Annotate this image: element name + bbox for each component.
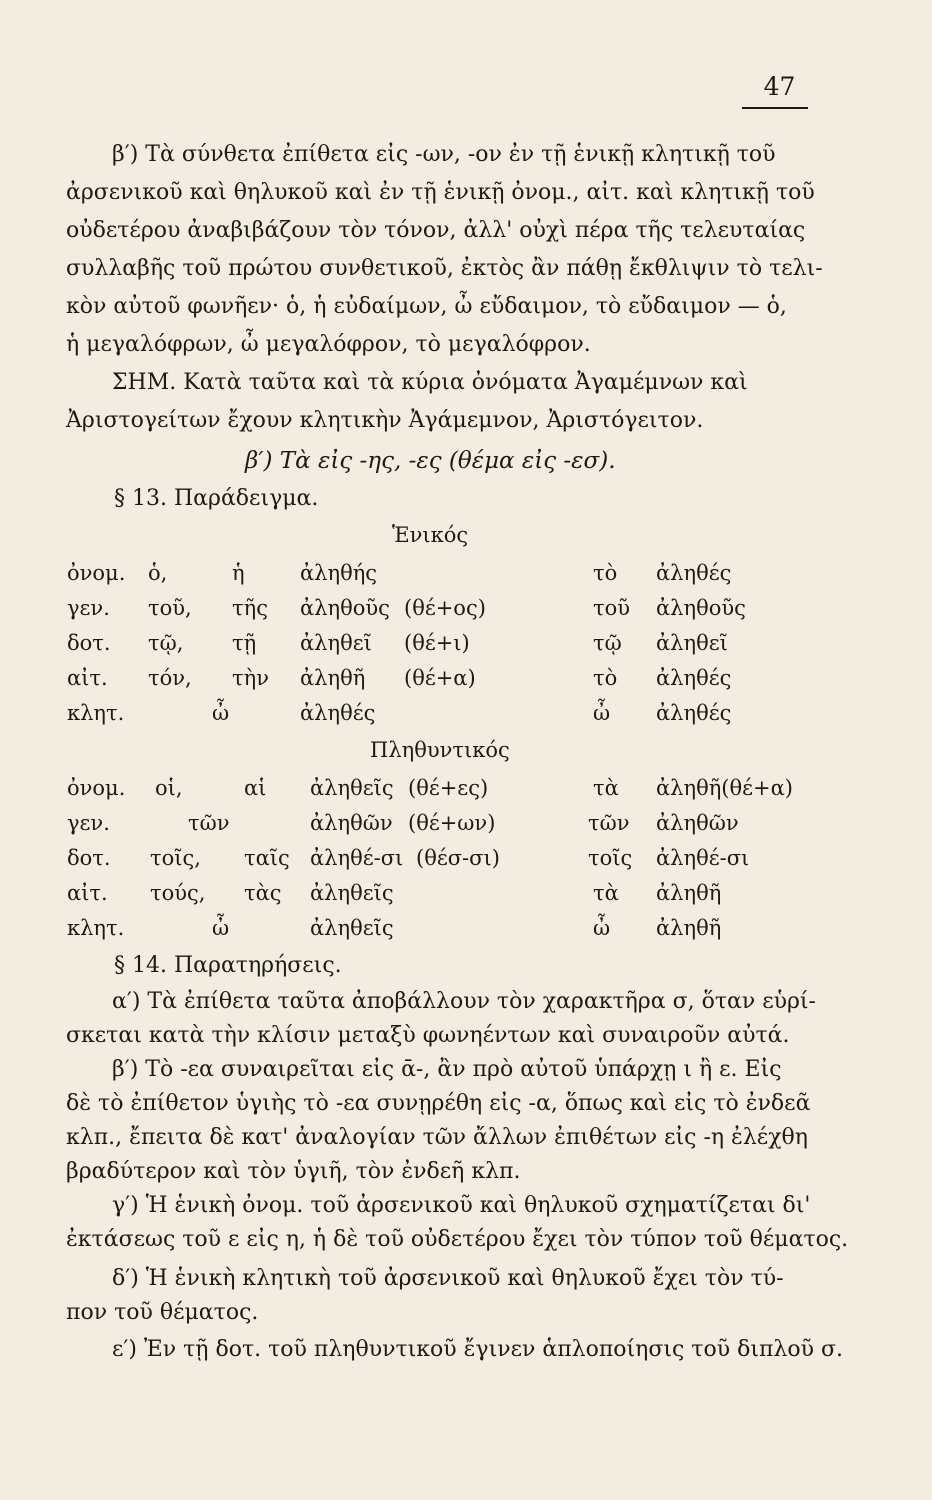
neuter-form: ἀληθοῦς	[656, 596, 746, 620]
article-masc: οἱ,	[155, 776, 183, 800]
paragraph-line: δ′) Ἡ ἑνικὴ κλητικὴ τοῦ ἀρσενικοῦ καὶ θηλυκοῦ ἔχει τὸν τύ-	[112, 1266, 784, 1291]
subheading: β′) Τὰ εἰς -ης, -ες (θέμα εἰς -εσ).	[245, 448, 616, 474]
adjective-form: ἀληθῆ	[300, 666, 366, 690]
neuter-form: ἀληθῆ	[656, 881, 722, 905]
article-masc: τοῖς,	[150, 846, 201, 870]
paragraph-line: γ′) Ἡ ἑνικὴ ὀνομ. τοῦ ἀρσενικοῦ καὶ θηλυκοῦ σχηματίζεται δι'	[112, 1193, 811, 1218]
adjective-form: ἀληθεῖς	[310, 881, 394, 905]
article-fem: τῆς	[232, 596, 268, 620]
adjective-form: ἀληθοῦς	[300, 596, 390, 620]
adjective-form: ἀληθεῖς	[310, 776, 394, 800]
paragraph-line: β′) Τὸ -εα συναιρεῖται εἰς ᾱ-, ἂν πρὸ αὐτοῦ ὑπάρχῃ ι ἢ ε. Εἰς	[112, 1057, 782, 1082]
paragraph-line: ἡ μεγαλόφρων, ὦ μεγαλόφρον, τὸ μεγαλόφρον.	[66, 332, 591, 357]
case-label: ὀνομ.	[67, 776, 126, 800]
adjective-form: ἀληθεῖς	[310, 916, 394, 940]
article-masc: ὁ,	[148, 561, 168, 585]
article-neut: τὸ	[593, 666, 618, 690]
singular-label: Ἑνικός	[392, 523, 469, 547]
neuter-form: ἀληθῶν	[656, 811, 739, 835]
neuter-form: ἀληθές	[656, 666, 732, 690]
article-neut: τῷ	[593, 631, 622, 655]
paragraph-line: α′) Τὰ ἐπίθετα ταῦτα ἀποβάλλουν τὸν χαρακτῆρα σ, ὅταν εὑρί-	[112, 989, 816, 1014]
adjective-form: ἀληθέ-σι	[310, 846, 404, 870]
neuter-form: ἀληθεῖ	[656, 631, 728, 655]
case-label: κλητ.	[67, 701, 125, 725]
article-neut: ὦ	[593, 701, 611, 725]
case-label: γεν.	[67, 596, 110, 620]
form-analysis: (θέ+ων)	[408, 811, 496, 835]
form-analysis: (θέ+α)	[404, 666, 476, 690]
neuter-form: ἀληθές	[656, 561, 732, 585]
article-fem: ὦ	[212, 701, 230, 725]
article-fem: τὴν	[232, 666, 269, 690]
paragraph-line: κλπ., ἔπειτα δὲ κατ' ἀναλογίαν τῶν ἄλλων ἐπιθέτων εἰς -η ἐλέχθη	[66, 1125, 808, 1150]
paragraph-line: δὲ τὸ ἐπίθετον ὑγιὴς τὸ -εα συνῃρέθη εἰς -α, ὅπως καὶ εἰς τὸ ἐνδεᾶ	[66, 1091, 811, 1116]
case-label: κλητ.	[67, 916, 125, 940]
case-label: δοτ.	[67, 631, 111, 655]
case-label: ὀνομ.	[67, 561, 126, 585]
neuter-form: ἀληθέ-σι	[656, 846, 750, 870]
paragraph-line: β′) Τὰ σύνθετα ἐπίθετα εἰς -ων, -ον ἐν τῇ ἑνικῇ κλητικῇ τοῦ	[112, 142, 776, 167]
article-fem: ταῖς	[244, 846, 290, 870]
neuter-form: ἀληθῆ	[656, 916, 722, 940]
article-neut: τῶν	[588, 811, 630, 835]
form-analysis: (θέ+ι)	[404, 631, 470, 655]
article-neut: τὸ	[593, 561, 618, 585]
form-analysis: (θέ+ος)	[404, 596, 486, 620]
paragraph-line: συλλαβῆς τοῦ πρώτου συνθετικοῦ, ἐκτὸς ἂν πάθῃ ἔκθλιψιν τὸ τελι-	[66, 256, 823, 281]
form-analysis: (θέ+ες)	[408, 776, 489, 800]
article-masc: τούς,	[150, 881, 206, 905]
paragraph-line: κὸν αὐτοῦ φωνῆεν· ὁ, ἡ εὐδαίμων, ὦ εὔδαιμον, τὸ εὔδαιμον — ὁ,	[66, 294, 787, 319]
case-label: γεν.	[67, 811, 110, 835]
paragraph-line: σκεται κατὰ τὴν κλίσιν μεταξὺ φωνηέντων καὶ συναιροῦν αὐτά.	[66, 1023, 790, 1048]
adjective-form: ἀληθῶν	[310, 811, 393, 835]
case-label: αἰτ.	[67, 881, 108, 905]
article-fem: τῇ	[232, 631, 257, 655]
adjective-form: ἀληθεῖ	[300, 631, 372, 655]
article-fem: ὦ	[212, 916, 230, 940]
article-neut: τὰ	[593, 776, 619, 800]
section-13-heading: § 13. Παράδειγμα.	[114, 486, 319, 511]
article-neut: τοῦ	[593, 596, 631, 620]
note-line: ΣΗΜ. Κατὰ ταῦτα καὶ τὰ κύρια ὀνόματα Ἀγαμέμνων καὶ	[112, 370, 748, 395]
case-label: δοτ.	[67, 846, 111, 870]
article-neut: τὰ	[593, 881, 619, 905]
neuter-form: ἀληθές	[656, 701, 732, 725]
article-fem: αἱ	[244, 776, 267, 800]
paragraph-line: ἀρσενικοῦ καὶ θηλυκοῦ καὶ ἐν τῇ ἑνικῇ ὀνομ., αἰτ. καὶ κλητικῇ τοῦ	[66, 180, 815, 205]
form-analysis: (θέσ-σι)	[416, 846, 500, 870]
plural-label: Πληθυντικός	[370, 738, 510, 762]
adjective-form: ἀληθές	[300, 701, 376, 725]
paragraph-line: βραδύτερον καὶ τὸν ὑγιῆ, τὸν ἐνδεῆ κλπ.	[66, 1159, 521, 1184]
case-label: αἰτ.	[67, 666, 108, 690]
page-number: 47	[763, 72, 796, 101]
paragraph-line: πον τοῦ θέματος.	[66, 1300, 259, 1325]
paragraph-line: ἐκτάσεως τοῦ ε εἰς η, ἡ δὲ τοῦ οὐδετέρου ἔχει τὸν τύπον τοῦ θέματος.	[66, 1227, 849, 1252]
paragraph-line: οὐδετέρου ἀναβιβάζουν τὸν τόνον, ἀλλ' οὐχὶ πέρα τῆς τελευταίας	[66, 218, 806, 243]
paragraph-line: ε′) Ἐν τῇ δοτ. τοῦ πληθυντικοῦ ἔγινεν ἁπλοποίησις τοῦ διπλοῦ σ.	[112, 1337, 843, 1362]
neuter-form: ἀληθῆ(θέ+α)	[656, 776, 793, 800]
article-fem: τῶν	[188, 811, 230, 835]
page-number-rule	[742, 107, 808, 109]
article-masc: τῷ,	[148, 631, 184, 655]
adjective-form: ἀληθής	[300, 561, 378, 585]
article-neut: τοῖς	[588, 846, 633, 870]
note-line: Ἀριστογείτων ἔχουν κλητικὴν Ἀγάμεμνον, Ἀριστόγειτον.	[66, 408, 704, 433]
article-fem: ἡ	[232, 561, 245, 585]
article-masc: τόν,	[148, 666, 192, 690]
article-masc: τοῦ,	[148, 596, 192, 620]
section-14-heading: § 14. Παρατηρήσεις.	[114, 953, 342, 978]
article-neut: ὦ	[593, 916, 611, 940]
article-fem: τὰς	[244, 881, 282, 905]
